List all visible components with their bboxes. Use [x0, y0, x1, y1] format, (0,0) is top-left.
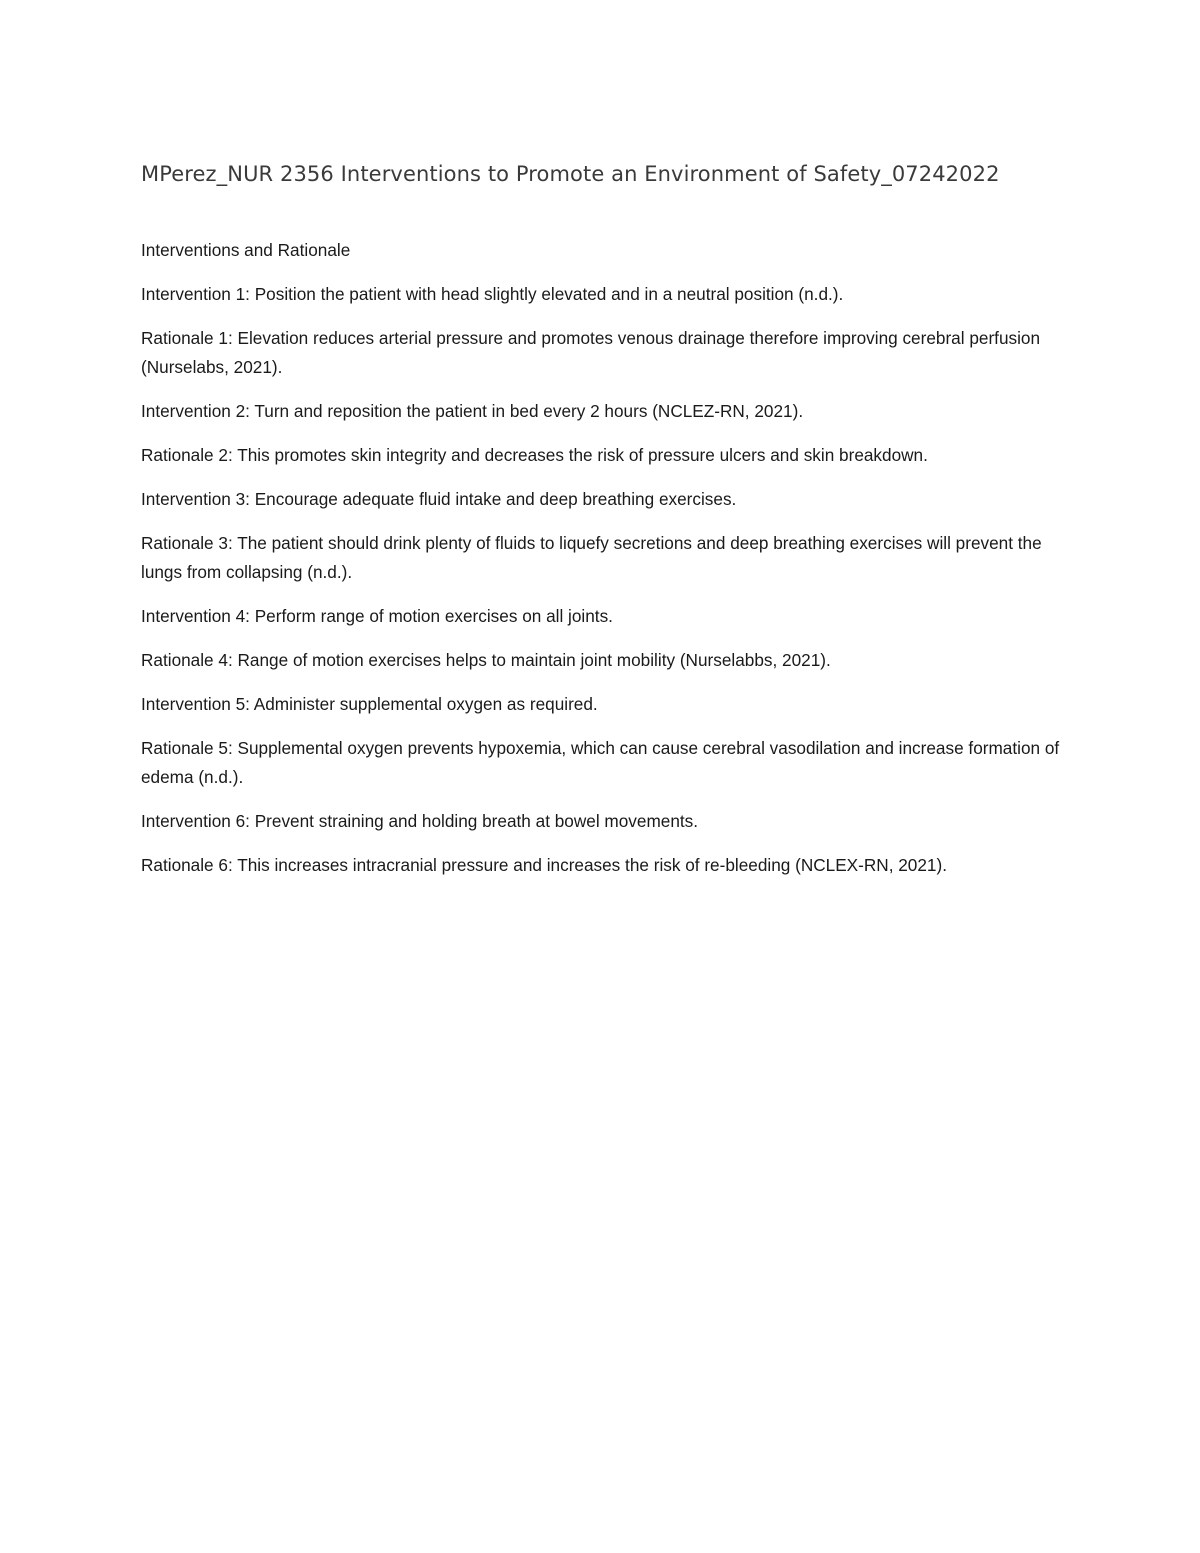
- paragraph-text: Elevation reduces arterial pressure and promotes venous drainage therefore improving cerebral perfusion (Nurselabs, 2021).: [141, 328, 1041, 377]
- paragraph-label: Intervention 4:: [141, 606, 250, 626]
- intervention-1-paragraph: [141, 280, 1071, 309]
- paragraph-text: Position the patient with head slightly elevated and in a neutral position (n.d.).: [254, 284, 844, 304]
- paragraph-label: Rationale 6:: [141, 855, 233, 875]
- rationale-2-paragraph: [141, 441, 1071, 470]
- document-body: [141, 236, 1071, 895]
- document-title: MPerez_NUR 2356 Interventions to Promote an Environment of Safety_07242022: [141, 162, 1000, 186]
- paragraph-text: This increases intracranial pressure and increases the risk of re-bleeding (NCLEX-RN, 2021).: [237, 855, 947, 875]
- paragraph-label: Rationale 5:: [141, 738, 233, 758]
- paragraph-label: Intervention 1:: [141, 284, 250, 304]
- intervention-6-paragraph: [141, 807, 1071, 836]
- paragraph-label: Intervention 5:: [141, 694, 250, 714]
- paragraph-text: The patient should drink plenty of fluids to liquefy secretions and deep breathing exercises will prevent the lungs from collapsing (n.d.).: [141, 533, 1042, 582]
- paragraph-text: Perform range of motion exercises on all joints.: [254, 606, 613, 626]
- paragraph-text: Turn and reposition the patient in bed every 2 hours (NCLEZ-RN, 2021).: [254, 401, 804, 421]
- paragraph-text: Supplemental oxygen prevents hypoxemia, which can cause cerebral vasodilation and increase formation of edema (n.d.).: [141, 738, 1060, 787]
- paragraph-label: Intervention 2:: [141, 401, 250, 421]
- rationale-4-paragraph: [141, 646, 1071, 675]
- intervention-4-paragraph: [141, 602, 1071, 631]
- paragraph-label: Intervention 6:: [141, 811, 250, 831]
- paragraph-text: This promotes skin integrity and decreases the risk of pressure ulcers and skin breakdown.: [237, 445, 928, 465]
- rationale-1-paragraph: [141, 324, 1071, 382]
- paragraph-label: Rationale 1:: [141, 328, 233, 348]
- intervention-2-paragraph: [141, 397, 1071, 426]
- intervention-3-paragraph: [141, 485, 1071, 514]
- paragraph-label: Rationale 4:: [141, 650, 233, 670]
- paragraph-label: Rationale 3:: [141, 533, 233, 553]
- paragraph-label: Intervention 3:: [141, 489, 250, 509]
- paragraph-text: Administer supplemental oxygen as required.: [253, 694, 598, 714]
- paragraph-text: Encourage adequate fluid intake and deep breathing exercises.: [254, 489, 737, 509]
- section-heading: Interventions and Rationale: [141, 240, 351, 260]
- rationale-5-paragraph: [141, 734, 1071, 792]
- paragraph-text: Prevent straining and holding breath at bowel movements.: [254, 811, 699, 831]
- paragraph-label: Rationale 2:: [141, 445, 233, 465]
- intervention-5-paragraph: [141, 690, 1071, 719]
- rationale-6-paragraph: [141, 851, 1071, 880]
- paragraph-text: Range of motion exercises helps to maintain joint mobility (Nurselabbs, 2021).: [237, 650, 831, 670]
- rationale-3-paragraph: [141, 529, 1071, 587]
